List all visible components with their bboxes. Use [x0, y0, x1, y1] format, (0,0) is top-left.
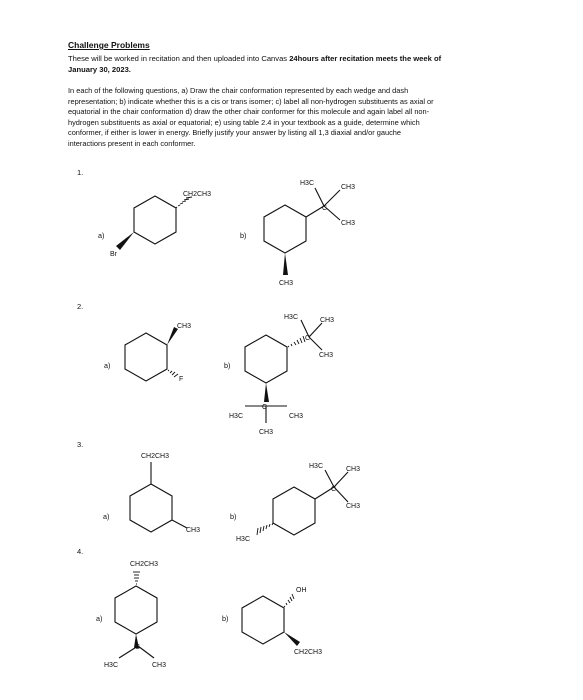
q2b-molecule [245, 320, 322, 423]
q4b-oh-label: OH [296, 587, 307, 594]
q2a-ch3-label: CH3 [177, 323, 192, 330]
q3b-bond-c-ch3-top [334, 472, 348, 487]
q1b-bond-c-h3c [315, 188, 324, 206]
q3b-bond-c-h3c [325, 470, 334, 487]
q2b-lower-c-label: C [262, 404, 268, 411]
question-3-part-b: b) [230, 512, 237, 521]
instruction-line: equatorial in the chair conformation d) draw the other chair conformer for this molecule and again label all non- [68, 107, 430, 117]
q2b-h3c-label: H3C [284, 314, 299, 321]
instruction-line: hydrogen substituents as axial or equatorial; e) using table 2.4 in your textbook as a guide, determine which [68, 117, 420, 127]
instruction-line: conformer, if either is lower in energy. Briefly justify your answer by listing all 1,3 diaxial and/or gauche [68, 128, 402, 138]
q2b-lower-h3c-label: H3C [229, 413, 244, 420]
q3b-molecule [273, 470, 348, 535]
q3b-ch3-right-label: CH3 [346, 503, 361, 510]
q1b-ring [264, 205, 306, 253]
q2b-bond-c-ch3-top [309, 323, 322, 337]
q1b-ch3-top-label: CH3 [341, 184, 356, 191]
q3b-bond-c-ch3-right [334, 487, 348, 502]
q4b-wedge-bond [284, 632, 300, 646]
q1b-ch3-bottom-label: CH3 [279, 280, 294, 287]
q1a-ring [134, 196, 176, 244]
question-2-part-a: a) [104, 361, 111, 370]
q1b-molecule [264, 188, 340, 253]
q2b-ch3-right-label: CH3 [319, 352, 334, 359]
question-1-part-a: a) [98, 231, 105, 240]
q4b-molecule [242, 596, 284, 644]
q2a-dash-bond [168, 370, 178, 377]
q2a-f-label: F [179, 376, 184, 383]
q1b-bond-c-ch3-top [324, 190, 340, 206]
q2b-c-label: C [305, 335, 311, 342]
q3a-ethyl-label: CH2CH3 [141, 453, 170, 460]
q3b-h3c-dash-label: H3C [236, 536, 251, 543]
q4b-dash-bond [284, 594, 294, 607]
q4a-ethyl-label: CH2CH3 [130, 561, 159, 568]
q3a-ch3-label: CH3 [186, 527, 201, 534]
q2a-molecule [125, 333, 167, 381]
question-4-number: 4. [77, 547, 84, 556]
question-4-part-b: b) [222, 614, 229, 623]
q3b-ring [273, 487, 315, 535]
q2b-lower-ch3-right-label: CH3 [289, 413, 304, 420]
q3b-h3c-label: H3C [309, 463, 324, 470]
question-3-number: 3. [77, 440, 84, 449]
q4a-c-label: C [135, 644, 141, 651]
q4a-dash-bond [133, 572, 140, 584]
q4a-h3c-label: H3C [104, 662, 119, 669]
q3b-dash-bond [257, 523, 273, 535]
intro-bold: 24hours after recitation meets the week of [289, 54, 442, 63]
q4a-ring [115, 586, 157, 634]
q1a-wedge-bond [116, 232, 134, 250]
q3a-molecule [130, 462, 187, 532]
q1a-molecule [134, 196, 176, 244]
question-2-part-b: b) [224, 361, 231, 370]
intro-plain: These will be worked in recitation and then uploaded into Canvas [68, 54, 290, 63]
q2a-ring [125, 333, 167, 381]
q2b-lower-ch3-bottom-label: CH3 [259, 429, 274, 436]
q4a-bond-c-right [138, 646, 154, 658]
q1b-wedge-bond [283, 253, 288, 275]
q2b-wedge-bond [264, 383, 269, 402]
question-3-part-a: a) [103, 512, 110, 521]
q1b-h3c-label: H3C [300, 180, 315, 187]
q4b-ring [242, 596, 284, 644]
q3a-bond-methyl [172, 520, 187, 528]
instruction-line: In each of the following questions, a) Draw the chair conformation represented by each wedge and dash [68, 86, 409, 95]
q3b-ch3-top-label: CH3 [346, 466, 361, 473]
instruction-line: representation; b) indicate whether this is a cis or trans isomer; c) label all non-hydrogen substituents as axial or [68, 96, 434, 106]
question-4-part-a: a) [96, 614, 103, 623]
page-title: Challenge Problems [68, 40, 150, 50]
q4a-ch3-label: CH3 [152, 662, 167, 669]
question-1-number: 1. [77, 168, 84, 177]
q4b-ethyl-label: CH2CH3 [294, 649, 323, 656]
q1b-ch3-right-label: CH3 [341, 220, 356, 227]
question-1-part-b: b) [240, 231, 247, 240]
q3a-ring [130, 484, 172, 532]
question-2-number: 2. [77, 302, 84, 311]
q2b-ring [245, 335, 287, 383]
q1a-dash-bond [176, 197, 192, 208]
q1b-c-label: C [322, 205, 328, 212]
q3b-c-label: C [331, 486, 337, 493]
q2b-dash-bond [288, 336, 305, 347]
q1a-ethyl-label: CH2CH3 [183, 191, 212, 198]
q2b-ch3-top-label: CH3 [320, 317, 335, 324]
q2b-bond-c-ch3-right [309, 337, 322, 350]
intro-line-2: January 30, 2023. [68, 65, 131, 74]
q1a-br-label: Br [110, 251, 117, 258]
instruction-line: interactions present in each conformer. [68, 138, 196, 148]
